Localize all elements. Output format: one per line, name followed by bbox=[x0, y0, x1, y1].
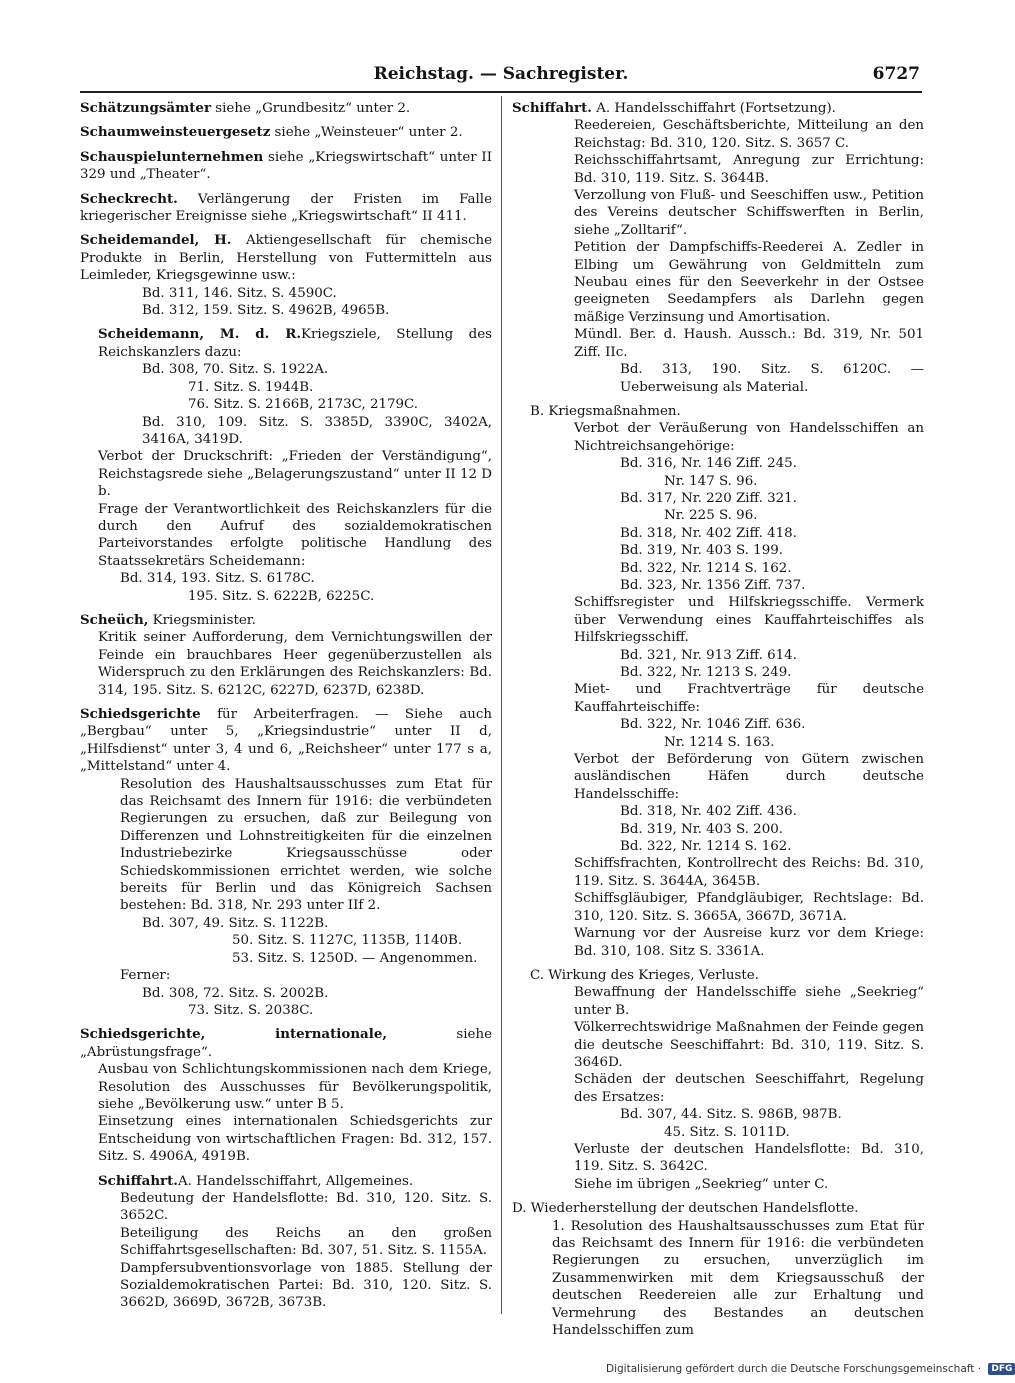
entry-line bbox=[512, 821, 924, 838]
entry-line bbox=[80, 149, 492, 184]
entry-text: Petition der Dampfschiffs-Reederei A. Zedler in Elbing um Gewährung von Geldmitteln zum Neubau eines für den Seeverkehr in der Ostsee geeigneten Seedampfers als Darlehn gegen mäßige Verzinsung und Amortisation. bbox=[574, 240, 924, 325]
entry-line bbox=[512, 734, 924, 751]
entry-line bbox=[80, 629, 492, 699]
entry-text: Warnung vor der Ausreise kurz vor dem Kriege: Bd. 310, 108. Sitz S. 3361A. bbox=[574, 926, 924, 959]
entry-line bbox=[512, 890, 924, 925]
index-entry bbox=[512, 1200, 924, 1339]
entry-line bbox=[512, 984, 924, 1019]
entry-text: Reichsschiffahrtsamt, Anregung zur Errichtung: Bd. 310, 119. Sitz. S. 3644B. bbox=[574, 153, 924, 186]
entry-headword: Scheüch, bbox=[80, 611, 149, 628]
entry-text: C. Wirkung des Krieges, Verluste. bbox=[530, 967, 759, 983]
right-column bbox=[512, 100, 924, 1346]
entry-text: Ausbau von Schlichtungskommissionen nach dem Kriege, Resolution des Ausschusses für Bevölkerungspolitik, siehe „Bevölkerung usw.“ unter B 5. bbox=[98, 1062, 492, 1112]
entry-text: Bewaffnung der Handelsschiffe siehe „Seekrieg“ unter B. bbox=[574, 985, 924, 1018]
footer-text: Digitalisierung gefördert durch die Deutsche Forschungsgemeinschaft · bbox=[606, 1363, 982, 1375]
entry-line bbox=[512, 560, 924, 577]
index-entry bbox=[512, 403, 924, 960]
left-column bbox=[80, 100, 492, 1319]
entry-text: Bd. 318, Nr. 402 Ziff. 436. bbox=[620, 804, 797, 820]
entry-text: Bd. 322, Nr. 1213 S. 249. bbox=[620, 665, 792, 680]
entry-line bbox=[512, 1176, 924, 1193]
entry-line bbox=[80, 191, 492, 226]
entry-line bbox=[512, 1200, 924, 1217]
entry-line bbox=[512, 1141, 924, 1176]
index-entry bbox=[80, 706, 492, 1019]
entry-line bbox=[80, 379, 492, 396]
entry-line bbox=[80, 396, 492, 413]
entry-text: Kriegsminister. bbox=[148, 612, 256, 628]
entry-text: 53. Sitz. S. 1250D. — Angenommen. bbox=[232, 950, 478, 966]
entry-line bbox=[512, 100, 924, 117]
entry-text: Beteiligung des Reichs an den großen Schiffahrtsgesellschaften: Bd. 307, 51. Sitz. S. 1155A. bbox=[120, 1225, 492, 1259]
entry-line bbox=[80, 285, 492, 302]
column-divider bbox=[501, 96, 502, 1314]
entry-text: Reedereien, Geschäftsberichte, Mitteilung an den Reichstag: Bd. 310, 120. Sitz. S. 3657 C. bbox=[574, 118, 924, 151]
entry-line bbox=[512, 455, 924, 472]
entry-line bbox=[80, 302, 492, 319]
entry-text: Bd. 321, Nr. 913 Ziff. 614. bbox=[620, 647, 797, 663]
entry-text: siehe „Grundbesitz“ unter 2. bbox=[211, 101, 411, 116]
entry-text: Bd. 323, Nr. 1356 Ziff. 737. bbox=[620, 577, 806, 593]
entry-line bbox=[80, 100, 492, 117]
entry-text: Bd. 316, Nr. 146 Ziff. 245. bbox=[620, 456, 797, 472]
entry-text: Schiffsgläubiger, Pfandgläubiger, Rechtslage: Bd. 310, 120. Sitz. S. 3665A, 3667D, 3671A. bbox=[574, 891, 924, 924]
index-entry bbox=[80, 191, 492, 226]
entry-line bbox=[80, 1225, 492, 1260]
entry-text: Schiffsregister und Hilfskriegsschiffe. Vermerk über Verwendung eines Kauffahrteischiffes als Hilfskriegsschiff. bbox=[574, 595, 924, 646]
entry-text: 195. Sitz. S. 6222B, 6225C. bbox=[188, 588, 375, 604]
entry-headword: Schiffahrt. bbox=[98, 1172, 178, 1189]
entry-line bbox=[512, 525, 924, 542]
entry-line bbox=[512, 1071, 924, 1106]
entry-line bbox=[80, 326, 492, 361]
entry-line bbox=[512, 751, 924, 803]
entry-line bbox=[80, 612, 492, 629]
entry-line bbox=[512, 507, 924, 524]
entry-text: Bd. 317, Nr. 220 Ziff. 321. bbox=[620, 490, 797, 506]
entry-text: Verbot der Druckschrift: „Frieden der Verständigung“, Reichstagsrede siehe „Belagerungszustand“ unter II 12 D b. bbox=[98, 449, 492, 500]
entry-text: Verlängerung der Fristen im Falle kriegerischer Ereignisse siehe „Kriegswirtschaft“ II 411. bbox=[80, 191, 492, 225]
entry-text: Bd. 307, 49. Sitz. S. 1122B. bbox=[142, 915, 329, 931]
entry-text: Verbot der Veräußerung von Handelsschiffen an Nichtreichsangehörige: bbox=[574, 421, 924, 454]
entry-text: 1. Resolution des Haushaltsausschusses zum Etat für das Reichsamt des Innern für 1916: die verbündeten Regierungen zu ersuchen, unverzüglich im Zusammenwirken mit dem Kriegsausschuß der deutschen Reedereien alle zur Erhaltung und Vermehrung des Bestandes an deutschen Handelsschiffen zum bbox=[552, 1218, 924, 1339]
entry-line bbox=[80, 932, 492, 949]
entry-line bbox=[80, 124, 492, 141]
entry-line bbox=[512, 1124, 924, 1141]
entry-line bbox=[512, 855, 924, 890]
entry-line bbox=[80, 232, 492, 284]
entry-line bbox=[80, 985, 492, 1002]
entry-line bbox=[80, 1061, 492, 1113]
entry-text: für Arbeiterfragen. — Siehe auch „Bergbau“ unter 5, „Kriegsindustrie“ unter II d, „Hilfsdienst“ unter 3, 4 und 6, „Reichsheer“ unter 177 s a, „Mittelstand“ unter 4. bbox=[80, 707, 492, 775]
entry-text: A. Handelsschiffahrt (Fortsetzung). bbox=[591, 101, 836, 116]
entry-text: Nr. 1214 S. 163. bbox=[664, 734, 775, 750]
index-entry bbox=[80, 149, 492, 184]
entry-line bbox=[512, 239, 924, 326]
entry-text: Bd. 307, 44. Sitz. S. 986B, 987B. bbox=[620, 1107, 842, 1123]
entry-line bbox=[512, 838, 924, 855]
entry-text: 76. Sitz. S. 2166B, 2173C, 2179C. bbox=[188, 397, 419, 413]
entry-text: Ferner: bbox=[120, 968, 171, 984]
entry-headword: Schiedsgerichte, internationale, bbox=[80, 1026, 387, 1043]
entry-text: Bd. 319, Nr. 403 S. 199. bbox=[620, 543, 783, 559]
entry-line bbox=[512, 490, 924, 507]
index-entry bbox=[80, 124, 492, 141]
entry-headword: Scheidemandel, H. bbox=[80, 232, 232, 249]
entry-headword: Schaumweinsteuergesetz bbox=[80, 124, 271, 141]
entry-line bbox=[80, 1002, 492, 1019]
entry-text: Schiffsfrachten, Kontrollrecht des Reichs: Bd. 310, 119. Sitz. S. 3644A, 3645B. bbox=[574, 856, 924, 889]
index-entry bbox=[80, 326, 492, 605]
entry-line bbox=[512, 594, 924, 646]
entry-line bbox=[512, 803, 924, 820]
index-entry bbox=[80, 100, 492, 117]
entry-text: siehe „Kriegswirtschaft“ unter II 329 und „Theater“. bbox=[80, 149, 492, 183]
page-header bbox=[82, 62, 920, 88]
entry-text: Bd. 318, Nr. 402 Ziff. 418. bbox=[620, 525, 797, 541]
entry-text: Bd. 322, Nr. 1046 Ziff. 636. bbox=[620, 717, 806, 733]
entry-headword: Schiffahrt. bbox=[512, 100, 592, 116]
entry-text: Bd. 319, Nr. 403 S. 200. bbox=[620, 821, 783, 837]
entry-line bbox=[512, 187, 924, 239]
entry-text: 73. Sitz. S. 2038C. bbox=[188, 1002, 314, 1018]
entry-text: Verzollung von Fluß- und Seeschiffen usw., Petition des Vereins deutscher Schiffswerften in Berlin, siehe „Zolltarif“. bbox=[574, 188, 924, 238]
entry-text: 71. Sitz. S. 1944B. bbox=[188, 379, 314, 395]
entry-line bbox=[512, 716, 924, 733]
entry-line bbox=[80, 501, 492, 571]
entry-text: Bd. 313, 190. Sitz. S. 6120C. — Ueberweisung als Material. bbox=[620, 362, 924, 395]
entry-line bbox=[512, 403, 924, 420]
entry-text: A. Handelsschiffahrt, Allgemeines. bbox=[177, 1173, 414, 1189]
entry-text: Kriegsziele, Stellung des Reichskanzlers dazu: bbox=[98, 327, 493, 360]
entry-line bbox=[512, 117, 924, 152]
entry-text: Mündl. Ber. d. Haush. Aussch.: Bd. 319, Nr. 501 Ziff. IIc. bbox=[574, 327, 924, 360]
entry-text: Bd. 312, 159. Sitz. S. 4962B, 4965B. bbox=[142, 303, 390, 319]
index-entry bbox=[80, 612, 492, 699]
entry-text: Frage der Verantwortlichkeit des Reichskanzlers für die durch den Aufruf des sozialdemokratischen Parteivorstandes erfolgte politische Handlung des Staatssekretärs Scheidemann: bbox=[98, 501, 492, 569]
entry-text: Dampfersubventionsvorlage von 1885. Stellung der Sozialdemokratischen Partei: Bd. 310, 120. Sitz. S. 3662D, 3669D, 3672B, 3673B. bbox=[120, 1260, 492, 1311]
entry-text: Bd. 314, 193. Sitz. S. 6178C. bbox=[120, 571, 315, 587]
index-entry bbox=[512, 100, 924, 396]
entry-line bbox=[512, 152, 924, 187]
entry-text: Schäden der deutschen Seeschiffahrt, Regelung des Ersatzes: bbox=[574, 1072, 924, 1105]
entry-text: Resolution des Haushaltsausschusses zum Etat für das Reichsamt des Innern für 1916: die verbündeten Regierungen zu ersuchen, daß zur Beilegung von Differenzen und Lohnstreitigkeiten für die einzelnen Industriebezirke Kriegsausschüsse oder Schiedskommissionen errichtet werden, wie solche bereits für Berlin und das Königreich Sachsen bestehen: Bd. 318, Nr. 293 unter IIf 2. bbox=[120, 776, 492, 914]
entry-text: Bd. 322, Nr. 1214 S. 162. bbox=[620, 560, 792, 576]
index-entry bbox=[512, 967, 924, 1193]
entry-line bbox=[512, 577, 924, 594]
dfg-logo-icon: DFG bbox=[988, 1363, 1015, 1375]
entry-headword: Scheckrecht. bbox=[80, 190, 178, 207]
entry-line bbox=[512, 473, 924, 490]
entry-line bbox=[80, 1260, 492, 1312]
entry-line bbox=[80, 588, 492, 605]
entry-headword: Scheidemann, M. d. R. bbox=[98, 326, 302, 343]
entry-line bbox=[80, 414, 492, 449]
entry-text: 45. Sitz. S. 1011D. bbox=[664, 1124, 790, 1140]
entry-text: Bd. 310, 109. Sitz. S. 3385D, 3390C, 3402A, 3416A, 3419D. bbox=[142, 414, 492, 447]
entry-line bbox=[512, 967, 924, 984]
page-number: 6727 bbox=[872, 64, 920, 84]
entry-text: D. Wiederherstellung der deutschen Handelsflotte. bbox=[512, 1201, 859, 1217]
entry-text: Völkerrechtswidrige Maßnahmen der Feinde gegen die deutsche Seeschiffahrt: Bd. 310, 119. Sitz. S. 3646D. bbox=[574, 1020, 924, 1070]
entry-text: B. Kriegsmaßnahmen. bbox=[530, 403, 681, 419]
entry-line bbox=[512, 420, 924, 455]
entry-line bbox=[512, 1106, 924, 1123]
entry-text: 50. Sitz. S. 1127C, 1135B, 1140B. bbox=[232, 933, 463, 949]
entry-text: Einsetzung eines internationalen Schiedsgerichts zur Entscheidung von wirtschaftlichen Fragen: Bd. 312, 157. Sitz. S. 4906A, 4919B. bbox=[98, 1114, 492, 1165]
entry-text: Bedeutung der Handelsflotte: Bd. 310, 120. Sitz. S. 3652C. bbox=[120, 1190, 492, 1224]
entry-text: siehe „Weinsteuer“ unter 2. bbox=[270, 125, 463, 141]
entry-text: Bd. 308, 72. Sitz. S. 2002B. bbox=[142, 985, 329, 1001]
entry-text: siehe „Abrüstungsfrage“. bbox=[80, 1027, 492, 1060]
entry-text: Aktiengesellschaft für chemische Produkte in Berlin, Herstellung von Futtermitteln aus Leimleder, Kriegsgewinne usw.: bbox=[80, 233, 492, 284]
entry-line bbox=[80, 570, 492, 587]
page-title: Reichstag. — Sachregister. bbox=[373, 64, 629, 84]
entry-line bbox=[512, 647, 924, 664]
entry-line bbox=[80, 950, 492, 967]
entry-line bbox=[80, 1173, 492, 1190]
entry-line bbox=[512, 681, 924, 716]
index-entry bbox=[80, 1173, 492, 1312]
entry-line bbox=[512, 542, 924, 559]
entry-line bbox=[512, 664, 924, 681]
entry-line bbox=[80, 967, 492, 984]
entry-line bbox=[512, 326, 924, 361]
entry-line bbox=[512, 1218, 924, 1340]
entry-text: Bd. 322, Nr. 1214 S. 162. bbox=[620, 839, 792, 855]
entry-line bbox=[80, 915, 492, 932]
entry-text: Kritik seiner Aufforderung, dem Vernichtungswillen der Feinde ein brauchbares Heer gegenüberzustellen als Widerspruch zu den Erklärungen des Reichskanzlers: Bd. 314, 195. Sitz. S. 6212C, 6227D, 6237D, 6238D. bbox=[98, 630, 492, 698]
entry-text: Siehe im übrigen „Seekrieg“ unter C. bbox=[574, 1176, 829, 1192]
entry-line bbox=[80, 361, 492, 378]
entry-text: Nr. 147 S. 96. bbox=[664, 473, 758, 489]
entry-text: Bd. 311, 146. Sitz. S. 4590C. bbox=[142, 285, 337, 301]
entry-line bbox=[80, 448, 492, 500]
entry-line bbox=[512, 925, 924, 960]
index-entry bbox=[80, 232, 492, 319]
header-rule bbox=[80, 91, 922, 93]
entry-line bbox=[80, 776, 492, 915]
entry-line bbox=[80, 706, 492, 776]
entry-line bbox=[512, 1019, 924, 1071]
entry-text: Nr. 225 S. 96. bbox=[664, 508, 758, 524]
entry-text: Miet- und Frachtverträge für deutsche Kauffahrteischiffe: bbox=[574, 682, 924, 715]
entry-text: Verluste der deutschen Handelsflotte: Bd. 310, 119. Sitz. S. 3642C. bbox=[574, 1141, 924, 1175]
entry-text: Verbot der Beförderung von Gütern zwischen ausländischen Häfen durch deutsche Handelsschiffe: bbox=[574, 752, 924, 802]
entry-line bbox=[80, 1113, 492, 1165]
entry-line bbox=[80, 1026, 492, 1061]
footer-credit bbox=[606, 1363, 1015, 1375]
entry-headword: Schiedsgerichte bbox=[80, 706, 201, 722]
entry-headword: Schätzungsämter bbox=[80, 100, 212, 116]
entry-line bbox=[512, 361, 924, 396]
entry-headword: Schauspielunternehmen bbox=[80, 148, 264, 165]
entry-text: Bd. 308, 70. Sitz. S. 1922A. bbox=[142, 362, 329, 378]
index-entry bbox=[80, 1026, 492, 1165]
entry-line bbox=[80, 1190, 492, 1225]
